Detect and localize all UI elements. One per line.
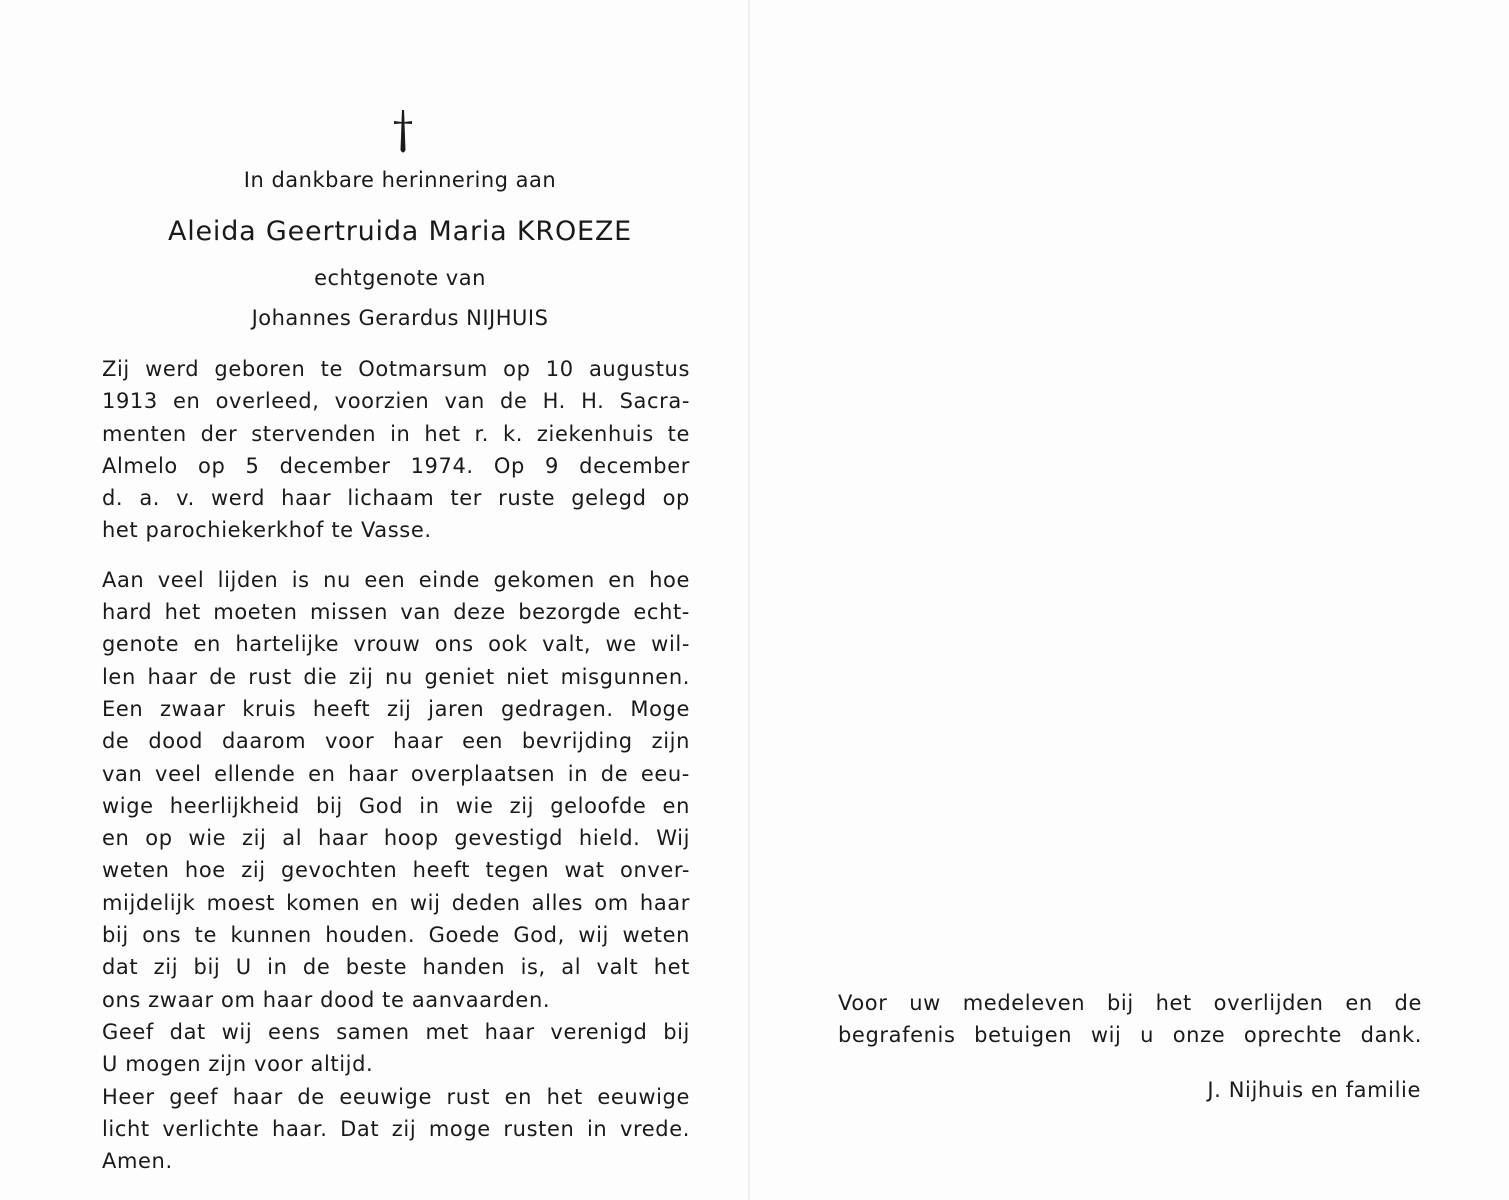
text-line: d. a. v. werd haar lichaam ter ruste gelegd op: [102, 486, 690, 511]
thanks-line: begrafenis betuigen wij u onze oprechte dank.: [838, 1023, 1422, 1047]
text-line: bij ons te kunnen houden. Goede God, wij weten: [102, 923, 690, 948]
text-line: Amen.: [102, 1149, 173, 1174]
text-line: 1913 en overleed, voorzien van de H. H. Sacra-: [102, 389, 690, 414]
text-line: len haar de rust die zij nu geniet niet misgunnen.: [102, 664, 690, 689]
text-line: dat zij bij U in de beste handen is, al valt het: [102, 955, 690, 980]
text-line: de dood daarom voor haar een bevrijding zijn: [102, 729, 690, 754]
text-line: Een zwaar kruis heeft zij jaren gedragen. Moge: [102, 696, 690, 721]
paragraph-gap: [102, 547, 690, 564]
text-line: Almelo op 5 december 1974. Op 9 december: [102, 453, 690, 478]
text-line: licht verlichte haar. Dat zij moge rusten in vrede.: [102, 1116, 690, 1141]
text-line: weten hoe zij gevochten heeft tegen wat onver-: [102, 858, 690, 883]
thanks-text: [838, 987, 1422, 1051]
text-line: Heer geef haar de eeuwige rust en het eeuwige: [102, 1084, 690, 1109]
deceased-name: Aleida Geertruida Maria KROEZE: [167, 216, 633, 247]
text-line: ons zwaar om haar dood te aanvaarden.: [102, 987, 551, 1012]
text-line: en op wie zij al haar hoop gevestigd hield. Wij: [102, 826, 690, 851]
text-line: Geef dat wij eens samen met haar verenigd bij: [102, 1019, 690, 1044]
text-line: van veel ellende en haar overplaatsen in de eeu-: [102, 761, 690, 786]
text-line: wige heerlijkheid bij God in wie zij geloofde en: [102, 793, 690, 818]
signature: J. Nijhuis en familie: [1207, 1078, 1421, 1102]
memorial-text: [102, 353, 690, 1177]
text-line: hard het moeten missen van deze bezorgde echt-: [102, 600, 690, 625]
relation-text: echtgenote van: [314, 266, 486, 290]
intro-text: In dankbare herinnering aan: [243, 168, 557, 192]
spouse-name: Johannes Gerardus NIJHUIS: [251, 306, 549, 330]
text-line: Aan veel lijden is nu een einde gekomen en hoe: [102, 567, 690, 592]
text-line: Zij werd geboren te Ootmarsum op 10 augustus: [102, 357, 690, 381]
text-line: het parochiekerkhof te Vasse.: [102, 518, 432, 543]
text-line: menten der stervenden in het r. k. ziekenhuis te: [102, 421, 690, 446]
text-line: mijdelijk moest komen en wij deden alles om haar: [102, 890, 690, 915]
card-fold-divider: [748, 0, 750, 1200]
thanks-line: Voor uw medeleven bij het overlijden en de: [838, 991, 1422, 1015]
text-line: U mogen zijn voor altijd.: [102, 1052, 374, 1077]
text-line: genote en hartelijke vrouw ons ook valt, we wil-: [102, 632, 690, 657]
cross-icon: [390, 108, 416, 156]
